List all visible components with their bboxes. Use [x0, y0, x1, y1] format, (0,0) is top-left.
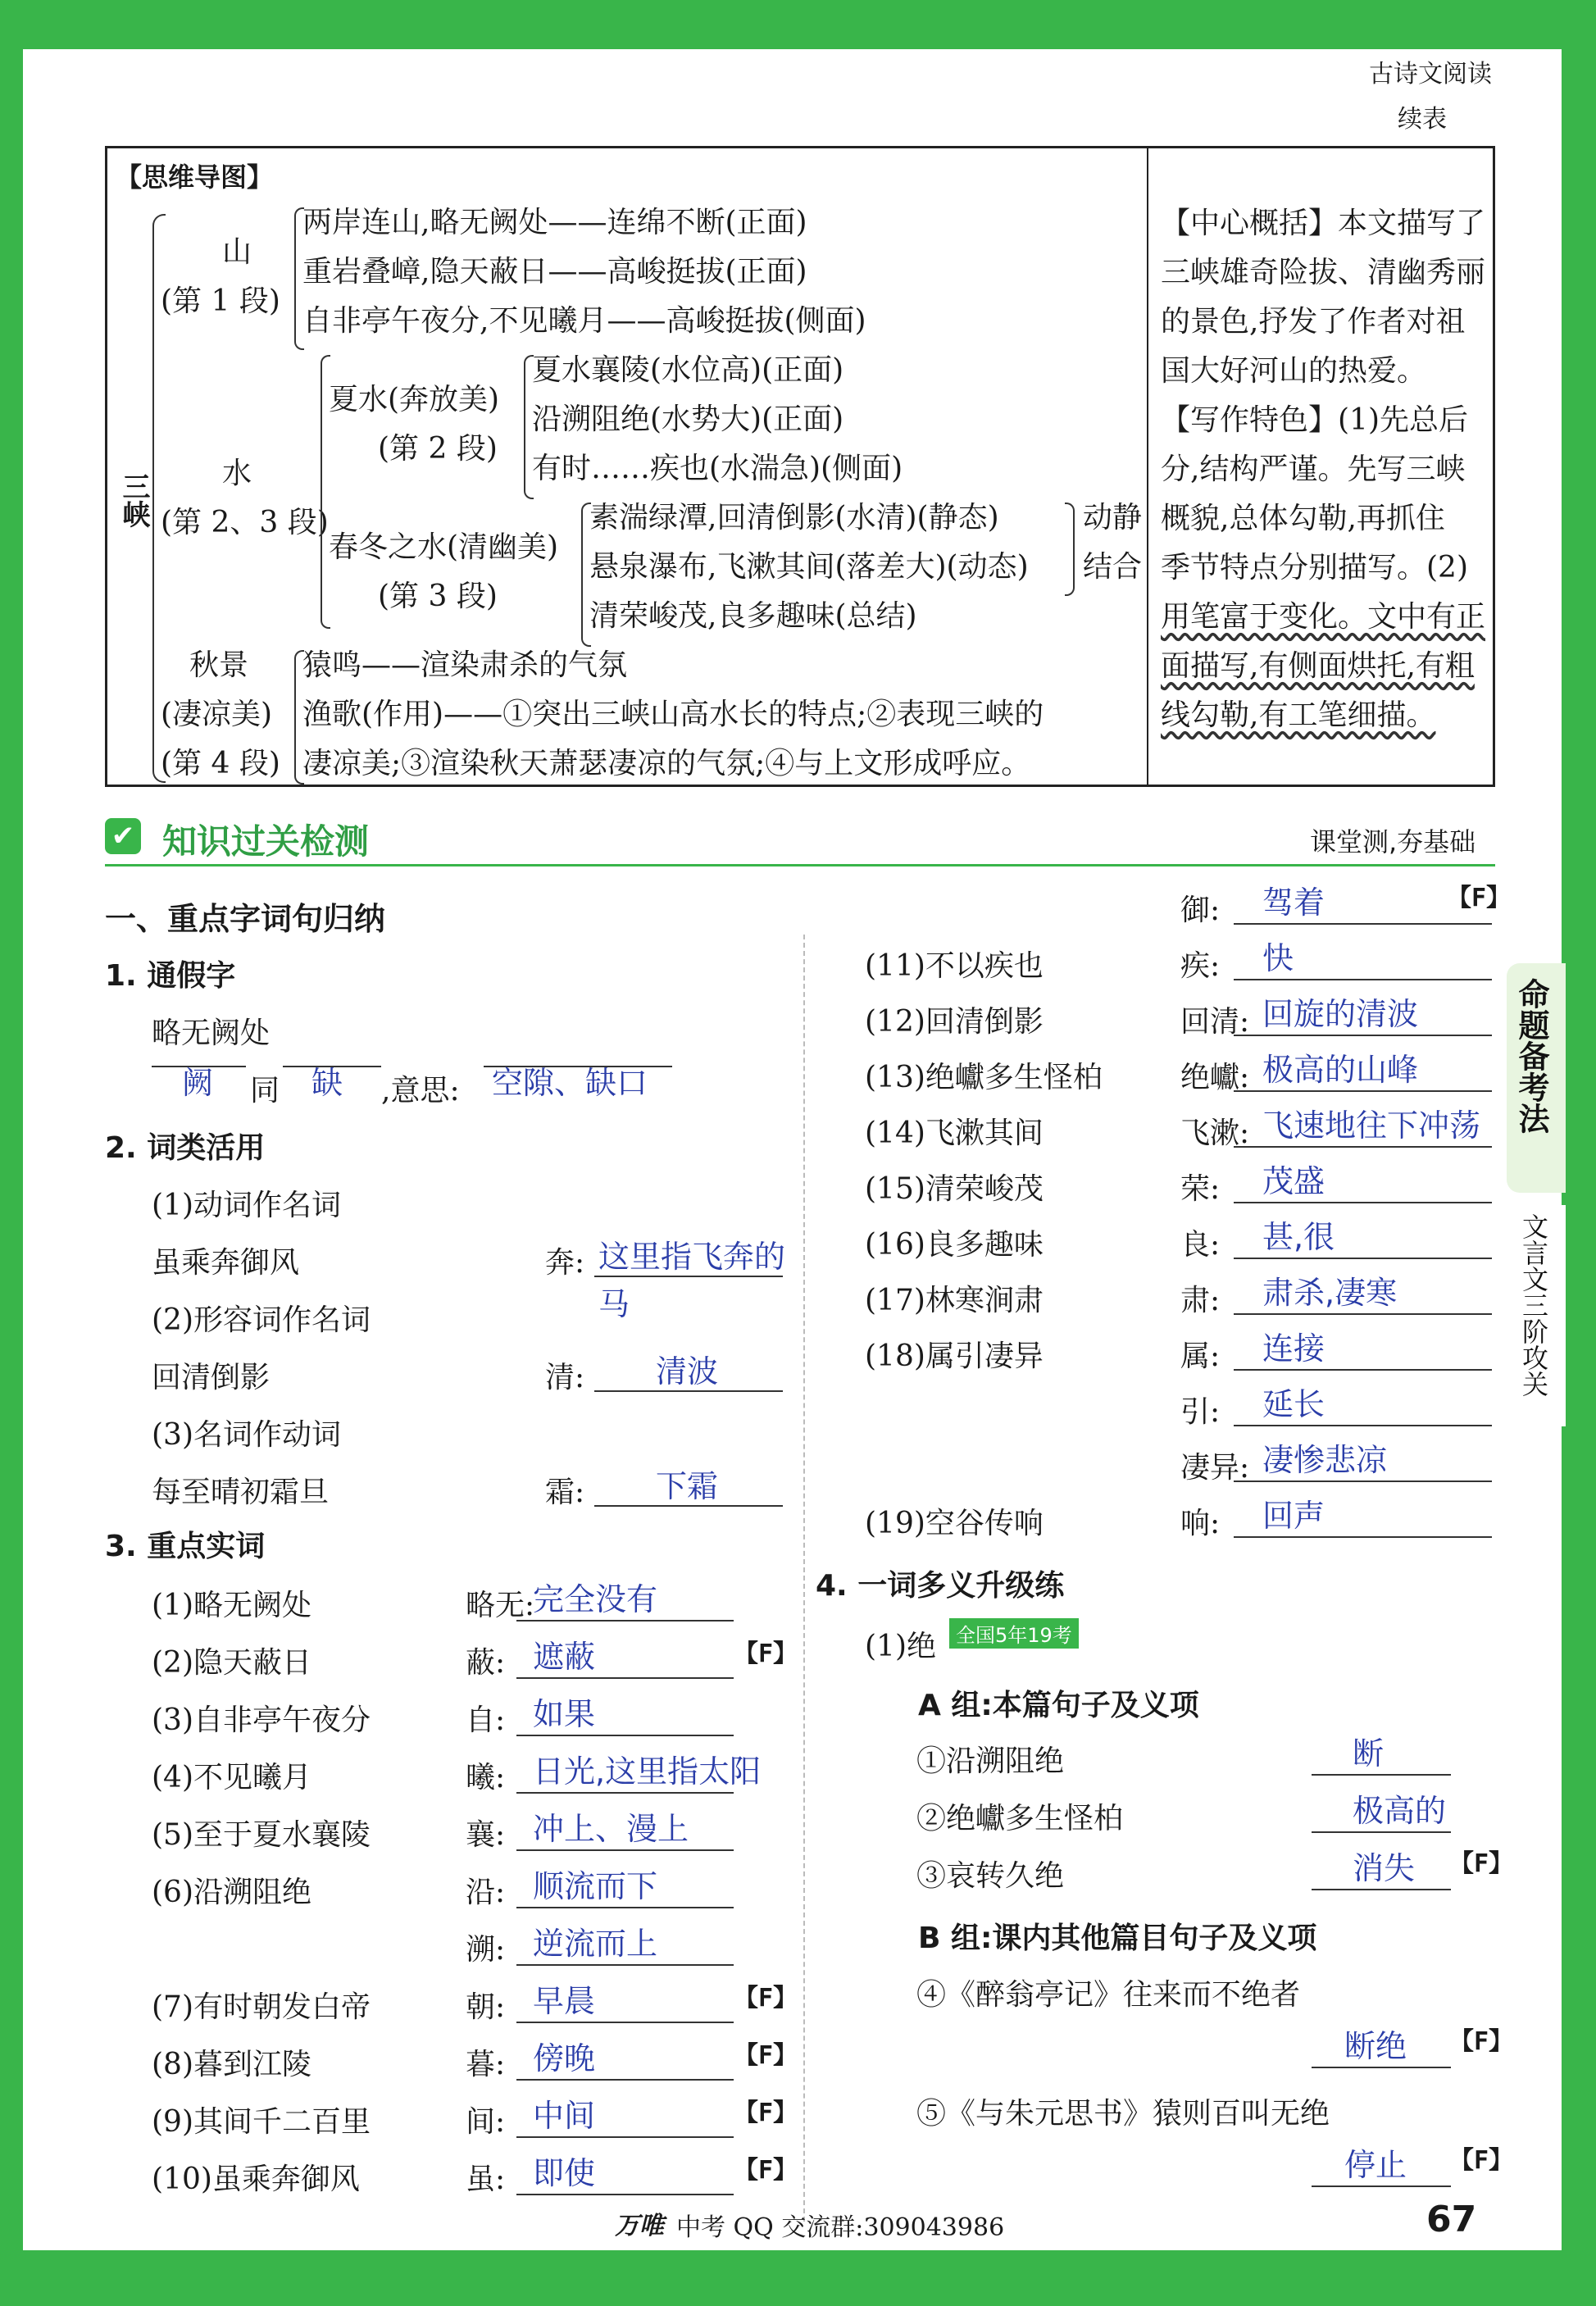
- shici-title: 3. 重点实词: [105, 1530, 266, 1563]
- feedback-mark: 【F】: [734, 1984, 798, 2013]
- cilei-word: 清:: [545, 1361, 585, 1394]
- summary-text: [1161, 199, 1489, 740]
- spring-note: 动静: [1083, 501, 1143, 534]
- feedback-mark: 【F】: [1449, 2027, 1514, 2056]
- shici-answer: 顺流而下: [533, 1868, 658, 1904]
- spring-item: 清荣峻茂,良多趣味(总结): [589, 599, 917, 633]
- shici-answer: 快: [1262, 940, 1294, 976]
- shici-blank[interactable]: [516, 1620, 734, 1621]
- autumn-item: 凄凉美;③渲染秋天萧瑟凄凉的气氛;④与上文形成呼应。: [302, 747, 1031, 780]
- brand-logo: 万唯: [615, 2212, 664, 2240]
- page-frame-bottom: [0, 2250, 1596, 2306]
- tongjia-yisi: ,意思:: [381, 1074, 460, 1108]
- mountain-label: 山: [222, 235, 252, 269]
- page-frame-left: [0, 0, 23, 2306]
- shici-sentence: (18)属引凄异: [865, 1339, 1044, 1373]
- autumn-item: 渔歌(作用)——①突出三峡山高水长的特点;②表现三峡的: [302, 698, 1044, 731]
- yici-blank[interactable]: [1312, 2185, 1451, 2187]
- yici-item: (1)绝: [865, 1630, 936, 1663]
- mountain-item: 自非亭午夜分,不见曦月——高峻挺拔(侧面): [302, 304, 866, 338]
- shici-blank[interactable]: [1234, 1369, 1492, 1371]
- shici-word: 襄:: [466, 1818, 506, 1852]
- water-label: 水: [222, 457, 252, 490]
- shici-blank[interactable]: [516, 2022, 734, 2023]
- tongjia-char: 阙: [182, 1065, 214, 1101]
- section-subtitle: 课堂测,夯基础: [1310, 826, 1476, 857]
- shici-blank[interactable]: [1234, 1035, 1492, 1036]
- shici-answer: 茂盛: [1262, 1163, 1325, 1199]
- yici-blank[interactable]: [1312, 1889, 1451, 1890]
- feedback-mark: 【F】: [734, 1640, 798, 1668]
- shici-word: 曦:: [466, 1761, 506, 1794]
- shici-sentence: (2)隐天蔽日: [152, 1646, 311, 1680]
- shici-sentence: (8)暮到江陵: [152, 2048, 311, 2081]
- shici-blank[interactable]: [516, 1964, 734, 1966]
- yici-sentence: ④《醉翁亭记》往来而不绝者: [916, 1978, 1301, 2012]
- section-title: 知识过关检测: [162, 821, 370, 862]
- summary-line: 三峡雄奇险拔、清幽秀丽: [1161, 256, 1486, 289]
- yici-answer: 停止: [1344, 2147, 1407, 2183]
- shici-answer: 早晨: [533, 1983, 596, 2019]
- tongjia-title: 1. 通假字: [105, 959, 236, 993]
- section-header: 古诗文阅读: [1369, 60, 1492, 89]
- side-tab-2[interactable]: [1507, 1205, 1566, 1426]
- yici-answer: 断绝: [1344, 2028, 1407, 2064]
- shici-sentence: (17)林寒涧肃: [865, 1284, 1044, 1317]
- shici-word: 自:: [466, 1703, 506, 1737]
- spring-label: 春冬之水(清幽美): [329, 530, 559, 564]
- feedback-mark: 【F】: [734, 2041, 798, 2070]
- page-number: 67: [1426, 2199, 1477, 2240]
- shici-answer: 如果: [533, 1696, 596, 1732]
- shici-answer: 中间: [533, 2098, 596, 2134]
- cilei-word: 奔:: [545, 1246, 585, 1280]
- shici-word: 属:: [1180, 1339, 1221, 1373]
- group-b-title: B 组:课内其他篇目句子及义项: [918, 1922, 1317, 1955]
- shici-sentence: (11)不以疾也: [865, 949, 1044, 983]
- part1-title: 一、重点字词句归纳: [105, 901, 386, 937]
- shici-answer: 甚,很: [1262, 1219, 1335, 1255]
- cilei-title: 2. 词类活用: [105, 1131, 266, 1165]
- shici-blank[interactable]: [1234, 1258, 1492, 1259]
- shici-blank[interactable]: [516, 1792, 734, 1794]
- shici-sentence: (16)良多趣味: [865, 1228, 1044, 1262]
- summer-label: 夏水(奔放美): [329, 383, 500, 416]
- shici-answer: 凄惨悲凉: [1262, 1442, 1388, 1478]
- summary-line: 分,结构严谨。先写三峡: [1161, 453, 1466, 486]
- shici-word: 沿:: [466, 1876, 506, 1909]
- water-para: (第 2、3 段): [161, 506, 329, 539]
- mindmap-root: 三峡: [117, 472, 150, 528]
- mindmap-title: 【思维导图】: [116, 161, 274, 193]
- mountain-para: (第 1 段): [161, 284, 280, 318]
- tongjia-tong: 同: [250, 1074, 280, 1108]
- shici-answer: 飞速地往下冲荡: [1262, 1108, 1481, 1144]
- shici-sentence: (10)虽乘奔御风: [152, 2163, 360, 2196]
- autumn-label: 秋景: [189, 648, 249, 682]
- group-a-title: A 组:本篇句子及义项: [918, 1689, 1199, 1722]
- feedback-mark: 【F】: [1449, 2146, 1514, 2175]
- shici-answer: 延长: [1262, 1386, 1325, 1422]
- shici-blank[interactable]: [1234, 979, 1492, 980]
- tongjia-meaning: 空隙、缺口: [492, 1065, 648, 1101]
- cilei-ans-cont: 马: [598, 1286, 630, 1322]
- shici-word: 凄异:: [1180, 1451, 1250, 1485]
- cilei-sentence: 虽乘奔御风: [152, 1246, 300, 1280]
- shici-word: 荣:: [1180, 1172, 1221, 1206]
- shici-sentence: (6)沿溯阻绝: [152, 1876, 311, 1909]
- shici-blank[interactable]: [516, 2079, 734, 2081]
- shici-word: 略无:: [466, 1589, 535, 1622]
- shici-word: 间:: [466, 2105, 506, 2139]
- yici-blank[interactable]: [1312, 1831, 1451, 1833]
- yici-blank[interactable]: [1312, 1774, 1451, 1776]
- shici-answer: 完全没有: [533, 1581, 658, 1617]
- side-tab-1-label: 命题备考法: [1513, 978, 1549, 1134]
- summer-item: 有时……疾也(水湍急)(侧面): [532, 452, 903, 485]
- shici-word: 朝:: [466, 1990, 506, 2024]
- shici-answer: 回声: [1262, 1498, 1325, 1534]
- yici-blank[interactable]: [1312, 2067, 1451, 2068]
- spring-para: (第 3 段): [378, 580, 498, 613]
- shici-word: 虽:: [466, 2163, 506, 2196]
- shici-word: 响:: [1180, 1507, 1221, 1540]
- cilei-sentence: 每至晴初霜旦: [152, 1476, 330, 1509]
- yici-answer: 断: [1353, 1735, 1385, 1772]
- autumn-item: 猿鸣——渲染肃杀的气氛: [302, 648, 628, 682]
- autumn-para: (第 4 段): [161, 747, 280, 780]
- shici-sentence: (1)略无阙处: [152, 1589, 311, 1622]
- summary-line: 【中心概括】本文描写了: [1161, 207, 1486, 240]
- exam-badge: 全国5年19考: [949, 1618, 1079, 1649]
- column-divider: [803, 935, 805, 2222]
- summary-line: 概貌,总体勾勒,再抓住: [1161, 502, 1445, 535]
- summary-line: 季节特点分别描写。(2): [1161, 551, 1468, 584]
- side-tab-1[interactable]: [1507, 963, 1566, 1193]
- cilei-type: (3)名词作动词: [152, 1418, 341, 1452]
- summary-line: 面描写,有侧面烘托,有粗: [1161, 649, 1475, 683]
- shici-word: 蔽:: [466, 1646, 506, 1680]
- page-frame-right: [1562, 0, 1596, 2306]
- shici-sentence: (19)空谷传响: [865, 1507, 1044, 1540]
- shici-blank[interactable]: [1234, 1090, 1492, 1092]
- yici-sentence: ⑤《与朱元思书》猿则百叫无绝: [916, 2097, 1330, 2131]
- cilei-word: 霜:: [545, 1476, 585, 1509]
- shici-blank[interactable]: [1234, 1202, 1492, 1203]
- shici-answer: 傍晚: [533, 2040, 596, 2076]
- shici-blank[interactable]: [1234, 1425, 1492, 1426]
- shici-answer: 极高的山峰: [1262, 1052, 1419, 1088]
- yici-title: 4. 一词多义升级练: [816, 1569, 1065, 1603]
- shici-blank[interactable]: [1234, 1480, 1492, 1482]
- shici-word: 回清:: [1180, 1005, 1250, 1039]
- summary-line: 线勾勒,有工笔细描。: [1161, 698, 1436, 732]
- feedback-mark: 【F】: [1449, 1849, 1514, 1878]
- shici-blank[interactable]: [516, 1907, 734, 1908]
- summary-line: 国大好河山的热爱。: [1161, 354, 1427, 388]
- spring-item: 悬泉瀑布,飞漱其间(落差大)(动态): [589, 550, 1029, 584]
- yici-sentence: ①沿溯阻绝: [916, 1744, 1065, 1778]
- shici-answer: 遮蔽: [533, 1639, 596, 1675]
- shici-sentence: (9)其间千二百里: [152, 2105, 371, 2139]
- shici-blank[interactable]: [1234, 923, 1492, 925]
- shici-sentence: (4)不见曦月: [152, 1761, 311, 1794]
- shici-word: 御:: [1180, 894, 1221, 927]
- shici-blank[interactable]: [1234, 1536, 1492, 1538]
- footer-text: 中考 QQ 交流群:309043986: [676, 2213, 1005, 2242]
- cilei-blank[interactable]: [594, 1276, 783, 1277]
- tongjia-ans: 缺: [311, 1065, 343, 1101]
- cilei-type: (1)动词作名词: [152, 1189, 341, 1222]
- summer-para: (第 2 段): [378, 432, 498, 466]
- table-divider: [1147, 148, 1148, 785]
- page-frame-top: [0, 0, 1596, 49]
- shici-answer: 逆流而上: [533, 1926, 658, 1962]
- yici-sentence: ③哀转久绝: [916, 1859, 1065, 1893]
- shici-sentence: (13)绝巘多生怪柏: [865, 1061, 1103, 1094]
- shici-sentence: (12)回清倒影: [865, 1005, 1044, 1039]
- shici-word: 引:: [1180, 1395, 1221, 1429]
- shici-blank[interactable]: [516, 2194, 734, 2195]
- tongjia-sentence: [152, 1010, 270, 1052]
- yici-sentence: ②绝巘多生怪柏: [916, 1802, 1124, 1835]
- summer-item: 沿溯阻绝(水势大)(正面): [532, 403, 844, 436]
- shici-blank[interactable]: [1234, 1146, 1492, 1148]
- shici-answer: 肃杀,凄寒: [1262, 1275, 1398, 1311]
- feedback-mark: 【F】: [1447, 884, 1512, 912]
- shici-word: 良:: [1180, 1228, 1221, 1262]
- feedback-mark: 【F】: [734, 2099, 798, 2127]
- yici-answer: 消失: [1353, 1850, 1416, 1886]
- summary-line: 的景色,抒发了作者对祖: [1161, 305, 1466, 339]
- shici-answer: 驾着: [1262, 885, 1325, 921]
- yici-answer: 极高的: [1353, 1793, 1447, 1829]
- shici-answer: 连接: [1262, 1330, 1325, 1367]
- shici-answer: 回旋的清波: [1262, 996, 1419, 1032]
- continued-label: 续表: [1398, 105, 1447, 134]
- cilei-ans: 清波: [656, 1353, 719, 1390]
- shici-word: 飞漱:: [1180, 1117, 1250, 1150]
- shici-word: 肃:: [1180, 1284, 1221, 1317]
- shici-word: 溯:: [466, 1933, 506, 1967]
- shici-answer: 日光,这里指太阳: [533, 1753, 762, 1790]
- summary-line: 【写作特色】(1)先总后: [1161, 403, 1468, 437]
- shici-sentence: (7)有时朝发白帝: [152, 1990, 371, 2024]
- shici-blank[interactable]: [1234, 1313, 1492, 1315]
- check-icon: ✔: [105, 818, 141, 854]
- mountain-item: 两岸连山,略无阙处——连绵不断(正面): [302, 206, 807, 239]
- shici-answer: 即使: [533, 2155, 596, 2191]
- mountain-item: 重岩叠嶂,隐天蔽日——高峻挺拔(正面): [302, 255, 807, 289]
- spring-item: 素湍绿潭,回清倒影(水清)(静态): [589, 501, 999, 534]
- section-bar: [105, 812, 1495, 866]
- spring-note: 结合: [1083, 550, 1143, 584]
- shici-word: 暮:: [466, 2048, 506, 2081]
- summer-item: 夏水襄陵(水位高)(正面): [532, 353, 844, 387]
- feedback-mark: 【F】: [734, 2156, 798, 2185]
- autumn-sub: (凄凉美): [161, 698, 273, 731]
- mindmap-table: [105, 146, 1495, 787]
- cilei-ans: 这里指飞奔的: [598, 1239, 786, 1275]
- shici-blank[interactable]: [516, 1677, 734, 1679]
- shici-blank[interactable]: [516, 2136, 734, 2138]
- cilei-sentence: 回清倒影: [152, 1361, 271, 1394]
- shici-sentence: (5)至于夏水襄陵: [152, 1818, 371, 1852]
- cilei-ans: 下霜: [656, 1468, 719, 1504]
- shici-blank[interactable]: [516, 1735, 734, 1736]
- cilei-type: (2)形容词作名词: [152, 1303, 371, 1337]
- side-tab-2-label: 文言文三阶攻关: [1518, 1213, 1549, 1397]
- shici-word: 疾:: [1180, 949, 1221, 983]
- dongjing-brace: [1065, 503, 1075, 596]
- shici-answer: 冲上、漫上: [533, 1811, 689, 1847]
- shici-sentence: (14)飞漱其间: [865, 1117, 1044, 1150]
- tongjia-sentence-text: 略无阙处: [152, 1017, 271, 1050]
- summary-line: 用笔富于变化。文中有正: [1161, 600, 1486, 634]
- shici-word: 绝巘:: [1180, 1061, 1250, 1094]
- shici-sentence: (15)清荣峻茂: [865, 1172, 1044, 1206]
- shici-sentence: (3)自非亭午夜分: [152, 1703, 371, 1737]
- shici-blank[interactable]: [516, 1849, 734, 1851]
